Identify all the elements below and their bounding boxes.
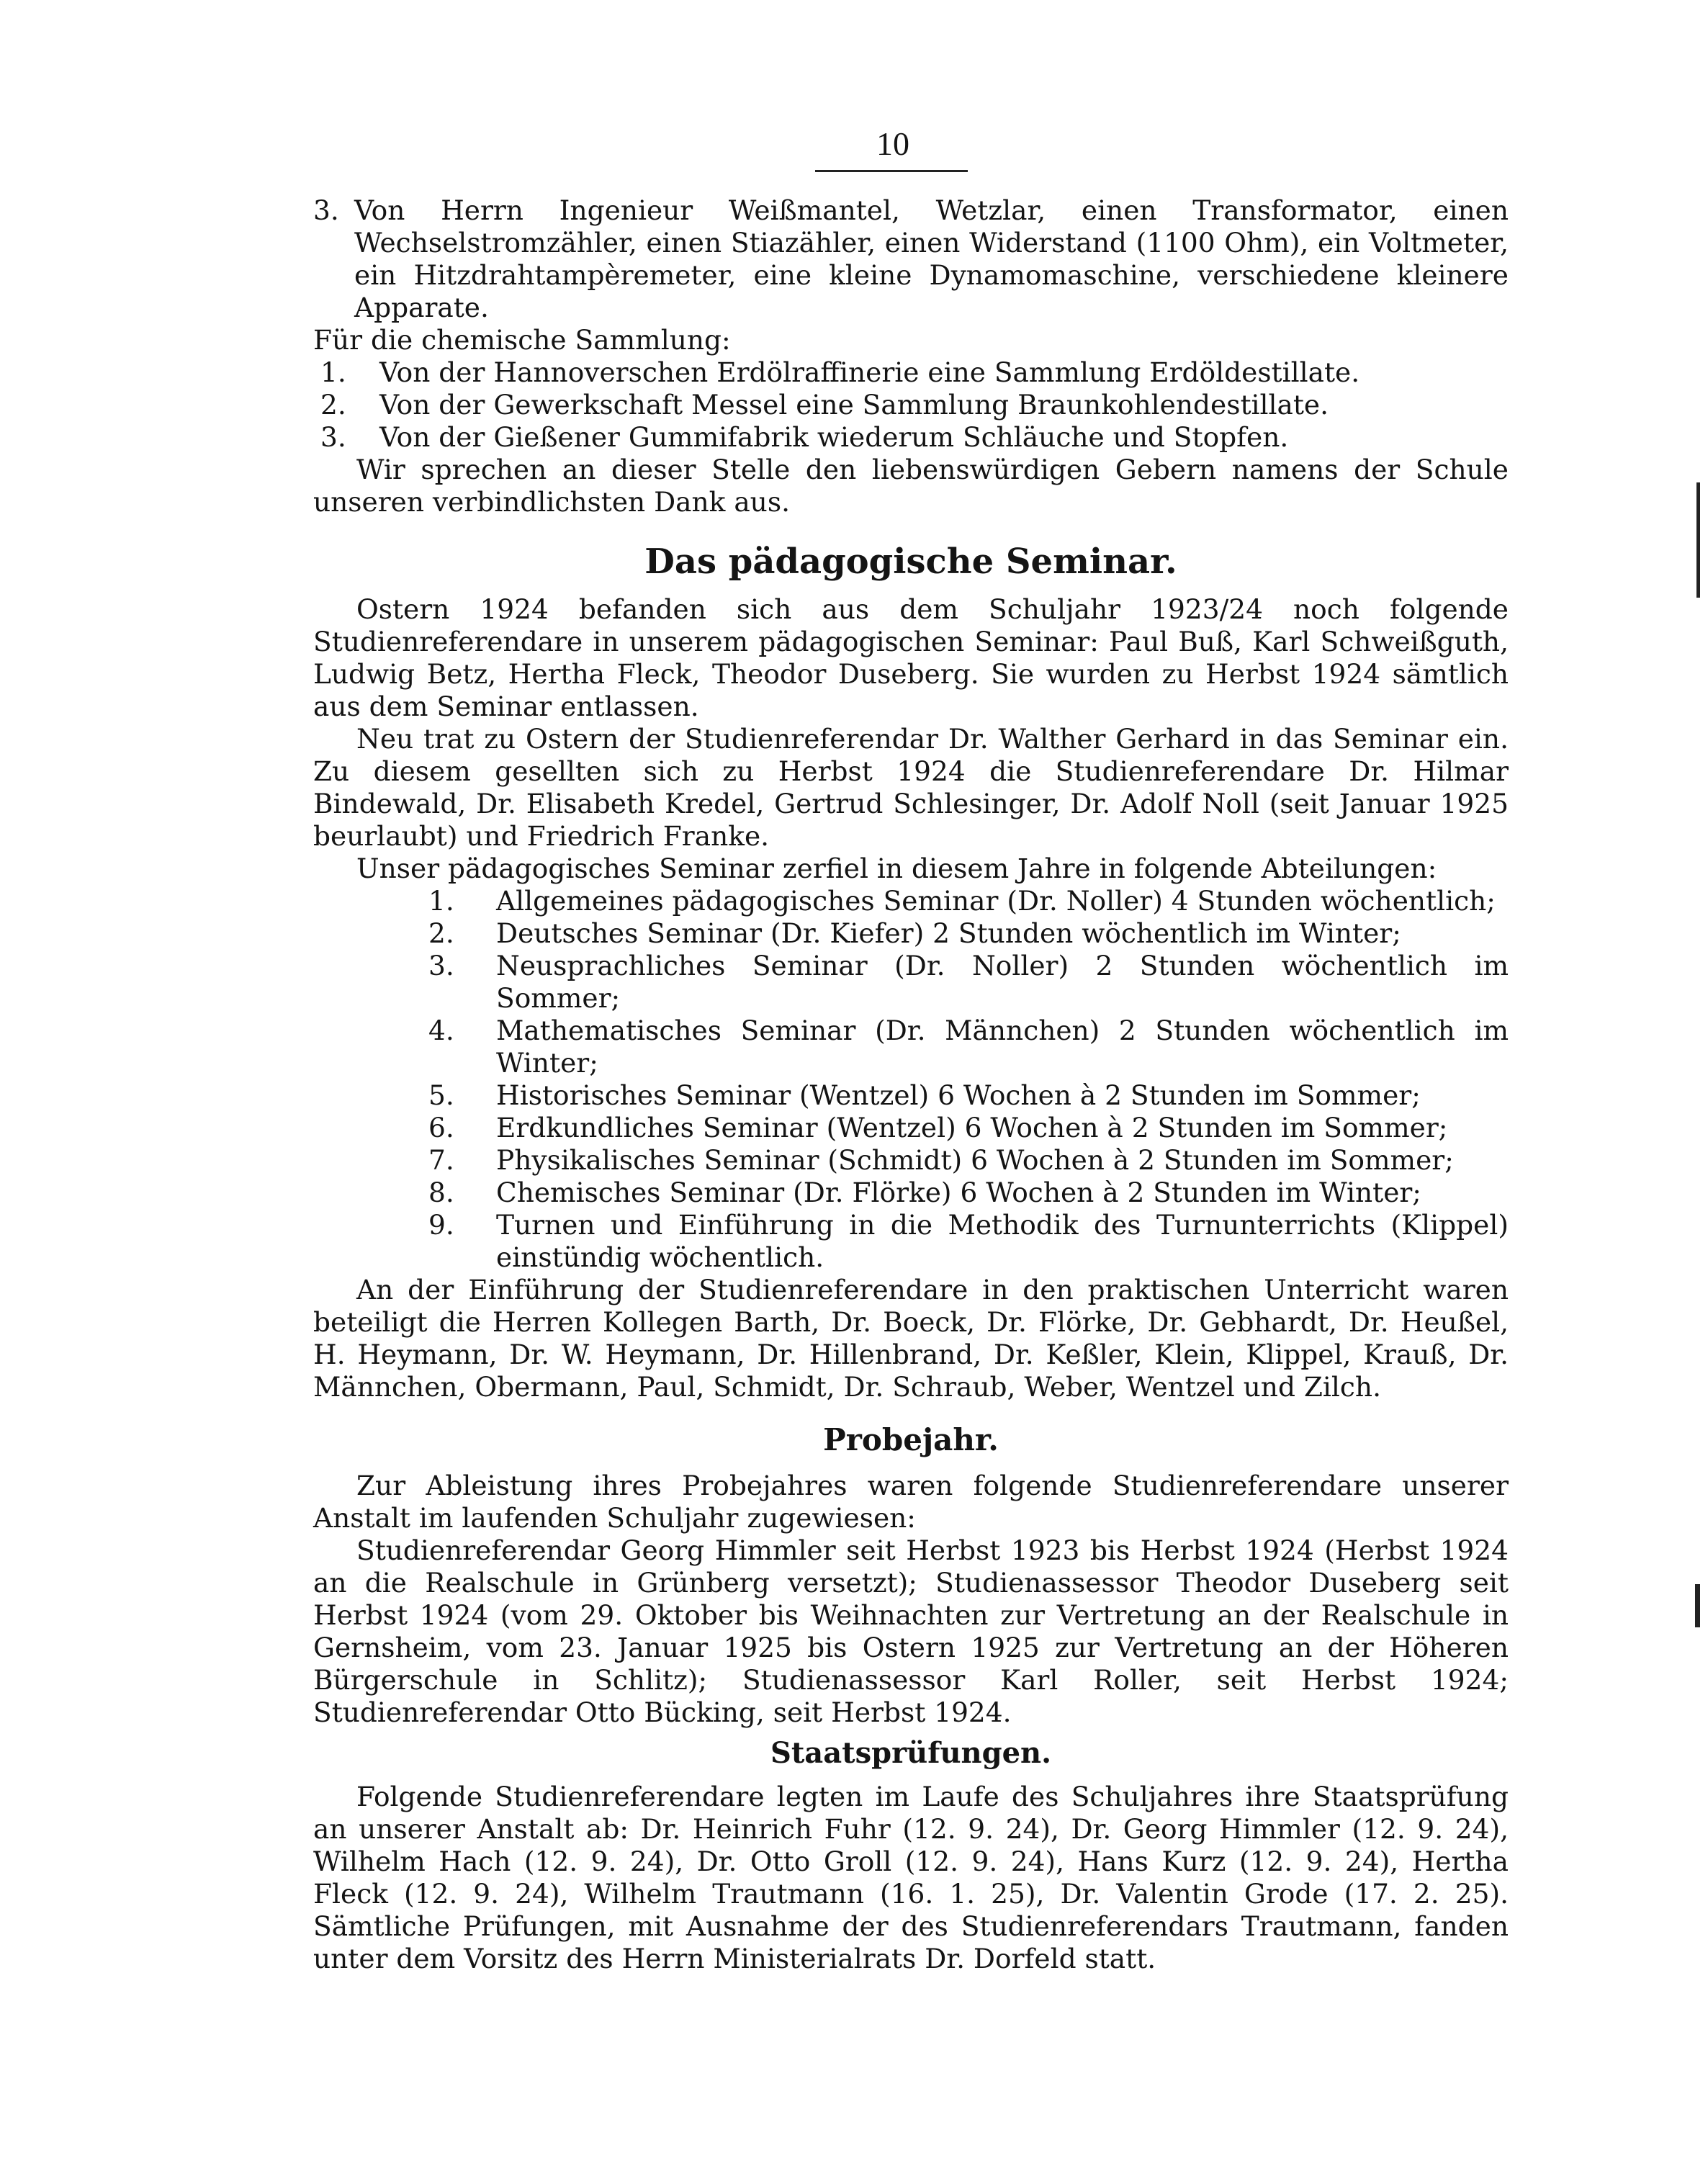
seminar-paragraph-3: An der Einführung der Studienreferendare in den praktischen Unterricht waren beteiligt die Herren Kollegen Barth, Dr. Boeck, Dr. Flörke, Dr. Gebhardt, Dr. Heußel, H. Heymann, Dr. W. Heymann, Dr. Hillenbrand, Dr. Keßler, Klein, Klippel, Krauß, Dr. Männchen, Obermann, Paul, Schmidt, Dr. Schraub, Weber, Wentzel und Zilch. bbox=[313, 1274, 1509, 1403]
list-text: Von der Hannoverschen Erdölraffinerie eine Sammlung Erdöldestillate. bbox=[379, 356, 1360, 388]
list-number: 5. bbox=[428, 1079, 454, 1111]
list-number: 2. bbox=[428, 917, 454, 949]
scan-mark bbox=[1696, 482, 1700, 598]
list-text: Neusprachliches Seminar (Dr. Noller) 2 Stunden wöchentlich im Sommer; bbox=[496, 950, 1509, 1014]
list-text: Turnen und Einführung in die Methodik des Turnunterrichts (Klippel) einstündig wöchentlich. bbox=[496, 1209, 1509, 1273]
list-number: 1. bbox=[320, 356, 346, 388]
list-text: Von der Gießener Gummifabrik wiederum Schläuche und Stopfen. bbox=[379, 421, 1289, 453]
list-number: 6. bbox=[428, 1112, 454, 1143]
list-item bbox=[313, 950, 1509, 1015]
list-item bbox=[313, 194, 1509, 324]
list-text: Mathematisches Seminar (Dr. Männchen) 2 Stunden wöchentlich im Winter; bbox=[496, 1015, 1509, 1079]
page-number: 10 bbox=[876, 125, 909, 162]
list-number: 4. bbox=[428, 1015, 454, 1046]
seminar-intro: Unser pädagogisches Seminar zerfiel in diesem Jahre in folgende Abteilungen: bbox=[356, 853, 1437, 884]
probejahr-paragraph-1: Zur Ableistung ihres Probejahres waren folgende Studienreferendare unserer Anstalt im laufenden Schuljahr zugewiesen: bbox=[313, 1470, 1509, 1534]
list-item bbox=[313, 885, 1509, 917]
list-item bbox=[313, 1015, 1509, 1079]
list-number: 8. bbox=[428, 1177, 454, 1208]
list-text: Erdkundliches Seminar (Wentzel) 6 Wochen à 2 Stunden im Sommer; bbox=[496, 1112, 1448, 1143]
list-number: 9. bbox=[428, 1209, 454, 1241]
list-item bbox=[313, 356, 1509, 389]
list-item bbox=[313, 389, 1509, 421]
list-item bbox=[313, 1177, 1509, 1209]
thanks-paragraph: Wir sprechen an dieser Stelle den liebenswürdigen Gebern namens der Schule unseren verbindlichsten Dank aus. bbox=[313, 454, 1509, 518]
seminar-paragraph-2: Neu trat zu Ostern der Studienreferendar Dr. Walther Gerhard in das Seminar ein. Zu diesem gesellten sich zu Herbst 1924 die Studienreferendare Dr. Hilmar Bindewald, Dr. Elisabeth Kredel, Gertrud Schlesinger, Dr. Adolf Noll (seit Januar 1925 beurlaubt) und Friedrich Franke. bbox=[313, 723, 1509, 852]
list-text: Von Herrn Ingenieur Weißmantel, Wetzlar, einen Transformator, einen Wechselstromzähler, einen Stiazähler, einen Widerstand (1100 Ohm), ein Voltmeter, ein Hitzdrahtampèremeter, eine kleine Dynamomaschine, verschiedene kleinere Apparate. bbox=[354, 194, 1509, 323]
probejahr-heading: Probejahr. bbox=[823, 1422, 999, 1457]
list-item bbox=[313, 1144, 1509, 1177]
staatspruefungen-paragraph: Folgende Studienreferendare legten im Laufe des Schuljahres ihre Staatsprüfung an unserer Anstalt ab: Dr. Heinrich Fuhr (12. 9. 24), Dr. Georg Himmler (12. 9. 24), Wilhelm Hach (12. 9. 24), Dr. Otto Groll (12. 9. 24), Hans Kurz (12. 9. 24), Hertha Fleck (12. 9. 24), Wilhelm Trautmann (16. 1. 25), Dr. Valentin Grode (17. 2. 25). Sämtliche Prüfungen, mit Ausnahme der des Studienreferendars Trautmann, fanden unter dem Vorsitz des Herrn Ministerialrats Dr. Dorfeld statt. bbox=[313, 1781, 1509, 1974]
staatspruefungen-heading: Staatsprüfungen. bbox=[770, 1736, 1052, 1770]
list-item bbox=[313, 421, 1509, 454]
list-item bbox=[313, 1112, 1509, 1144]
header-rule bbox=[815, 170, 968, 172]
list-text: Allgemeines pädagogisches Seminar (Dr. Noller) 4 Stunden wöchentlich; bbox=[496, 885, 1496, 917]
list-item bbox=[313, 1079, 1509, 1112]
list-item bbox=[313, 917, 1509, 950]
document-body bbox=[313, 194, 1509, 1975]
list-number: 3. bbox=[428, 950, 454, 981]
probejahr-paragraph-2: Studienreferendar Georg Himmler seit Herbst 1923 bis Herbst 1924 (Herbst 1924 an die Realschule in Grünberg versetzt); Studienassessor Theodor Duseberg seit Herbst 1924 (vom 29. Oktober bis Weihnachten zur Vertretung an der Realschule in Gernsheim, vom 23. Januar 1925 bis Ostern 1925 zur Vertretung an der Höheren Bürgerschule in Schlitz); Studienassessor Karl Roller, seit Herbst 1924; Studienreferendar Otto Bücking, seit Herbst 1924. bbox=[313, 1534, 1509, 1728]
list-number: 2. bbox=[320, 389, 346, 421]
chem-collection-label: Für die chemische Sammlung: bbox=[313, 324, 731, 356]
scan-mark bbox=[1695, 1584, 1700, 1627]
list-text: Chemisches Seminar (Dr. Flörke) 6 Wochen à 2 Stunden im Winter; bbox=[496, 1177, 1421, 1208]
list-item bbox=[313, 1209, 1509, 1274]
list-number: 1. bbox=[428, 885, 454, 917]
list-text: Deutsches Seminar (Dr. Kiefer) 2 Stunden wöchentlich im Winter; bbox=[496, 917, 1401, 949]
list-number: 7. bbox=[428, 1144, 454, 1176]
seminar-heading: Das pädagogische Seminar. bbox=[644, 541, 1177, 582]
list-text: Von der Gewerkschaft Messel eine Sammlung Braunkohlendestillate. bbox=[379, 389, 1329, 421]
seminar-paragraph-1: Ostern 1924 befanden sich aus dem Schuljahr 1923/24 noch folgende Studienreferendare in unserem pädagogischen Seminar: Paul Buß, Karl Schweißguth, Ludwig Betz, Hertha Fleck, Theodor Duseberg. Sie wurden zu Herbst 1924 sämtlich aus dem Seminar entlassen. bbox=[313, 593, 1509, 722]
list-text: Historisches Seminar (Wentzel) 6 Wochen à 2 Stunden im Sommer; bbox=[496, 1079, 1421, 1111]
list-number: 3. bbox=[320, 421, 346, 453]
list-number: 3. bbox=[313, 194, 339, 226]
list-text: Physikalisches Seminar (Schmidt) 6 Wochen à 2 Stunden im Sommer; bbox=[496, 1144, 1454, 1176]
